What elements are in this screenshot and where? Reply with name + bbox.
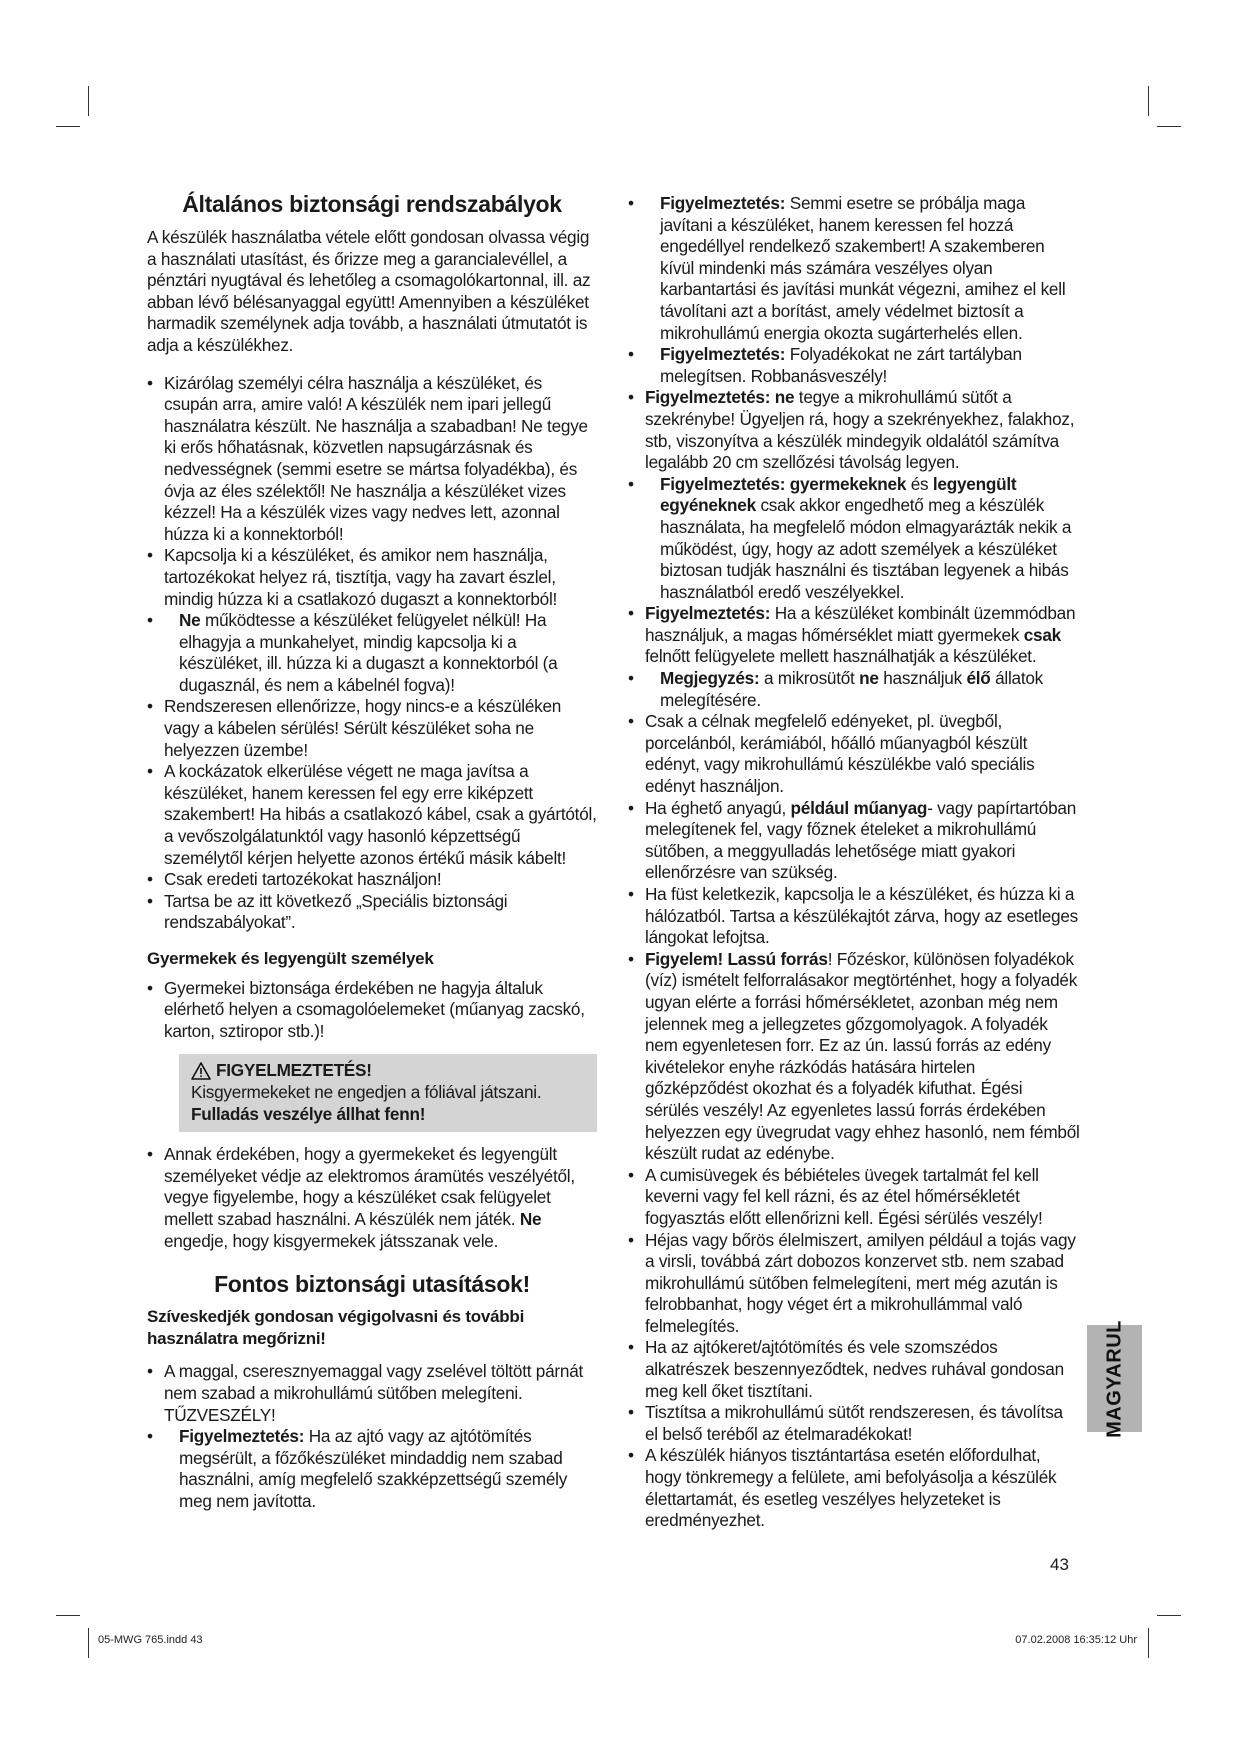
warning-box [179, 1054, 597, 1132]
list-item: • Ha éghető anyagú, például műanyag- vagy papírtartóban melegítenek fel, vagy főznek ételeket a mikrohullámú sütőben, a meggyulladás lehetősége miatt gyakori ellenőrzésre van szükség. [628, 798, 1080, 884]
list-item: • Kizárólag személyi célra használja a készüléket, és csupán arra, amire való! A készülék nem ipari jellegű használatra készült. Ne használja a szabadban! Ne tegye ki erős hőhatásnak, közvetlen napsugárzásnak és nedvességnek (semmi esetre se mártsa folyadékba), és óvja az éles szélektől! Ne használja a készüléket vizes kézzel! Ha a készülék vizes vagy nedves lett, azonnal húzza ki a konnektorból! [147, 373, 597, 546]
list-item: • A cumisüvegek és bébiételes üvegek tartalmát fel kell keverni vagy fel kell rázni, és az étel hőmérsékletét fogyasztás előtt ellenőrizni kell. Égési sérülés veszély! [628, 1165, 1080, 1230]
warning-triangle-icon [191, 1062, 211, 1080]
list-item: • Kapcsolja ki a készüléket, és amikor nem használja, tartozékokat helyez rá, tisztítja, vagy ha zavart észlel, mindig húzza ki a csatlakozó dugaszt a konnektorból! [147, 545, 597, 610]
list-item: • A készülék hiányos tisztántartása esetén előfordulhat, hogy tönkremegy a felülete, ami befolyásolja a készülék élettartamát, és esetleg veszélyes helyzeteket is eredményezhet. [628, 1445, 1080, 1531]
important-title: Fontos biztonsági utasítások! [214, 1271, 530, 1298]
intro-paragraph: A készülék használatba vétele előtt gondosan olvassa végig a használati utasítást, és őrizze meg a garancialevéllel, a pénztári nyugtával és lehetőleg a csomagolókartonnal, ill. az abban lévő bélésanyaggal együtt! Amennyiben a készüléket harmadik személynek adja tovább, a használati útmutatót is adja a készülékhez. [147, 227, 591, 355]
crop-mark [1148, 86, 1149, 116]
list-item: • Tartsa be az itt következő „Speciális biztonsági rendszabályokat”. [147, 891, 597, 934]
warning-title: FIGYELMEZTETÉS! [191, 1060, 587, 1082]
list-item: • Figyelmeztetés: Folyadékokat ne zárt tartályban melegítsen. Robbanásveszély! [628, 344, 1080, 387]
list-item: • A maggal, cseresznyemaggal vagy zselével töltött párnát nem szabad a mikrohullámú sütőben melegíteni. TŰZVESZÉLY! [147, 1361, 597, 1426]
important-list [147, 1361, 597, 1512]
list-item: • Rendszeresen ellenőrizze, hogy nincs-e a készüléken vagy a kábelen sérülés! Sérült készüléket soha ne helyezzen üzembe! [147, 696, 597, 761]
crop-mark [1157, 126, 1181, 127]
general-safety-list [147, 373, 597, 934]
list-item: • Megjegyzés: a mikrosütőt ne használjuk élő állatok melegítésére. [628, 668, 1080, 711]
crop-mark [88, 1628, 89, 1658]
section-title: Általános biztonsági rendszabályok [182, 191, 562, 217]
list-item: • Figyelmeztetés: Ha a készüléket kombinált üzemmódban használjuk, a magas hőmérséklet miatt gyermekek csak felnőtt felügyelete mellett használhatják a készüléket. [628, 603, 1080, 668]
list-item: • Héjas vagy bőrös élelmiszert, amilyen például a tojás vagy a virsli, továbbá zárt dobozos konzervet stb. nem szabad mikrohullámú sütőben felmelegíteni, mert még azután is felrobbanhat, hogy véget ért a mikrohullámmal való felmelegítés. [628, 1230, 1080, 1338]
kids-heading: Gyermekek és legyengült személyek [147, 949, 434, 968]
left-column [147, 190, 597, 1526]
important-subtitle: Szíveskedjék gondosan végigolvasni és további használatra megőrizni! [147, 1307, 525, 1348]
crop-mark [56, 1615, 80, 1616]
kids-list [147, 978, 597, 1043]
list-item: • Gyermekei biztonsága érdekében ne hagyja általuk elérhető helyen a csomagolóelemeket (műanyag zacskó, karton, sztiropor stb.)! [147, 978, 597, 1043]
list-item: • Figyelmeztetés: ne tegye a mikrohullámú sütőt a szekrénybe! Ügyeljen rá, hogy a szekrényekhez, falakhoz, stb, viszonyítva a készülék mindegyik oldalától számítva legalább 20 cm szellőzési távolság legyen. [628, 387, 1080, 473]
right-column [628, 193, 1080, 1546]
list-item: • A kockázatok elkerülése végett ne maga javítsa a készüléket, hanem keressen fel egy erre kiképzett szakembert! Ha hibás a csatlakozó kábel, csak a gyártótól, a vevőszolgálatunktól vagy hasonló képzettségű személytől kérjen helyette azonos értékű másik kábelt! [147, 761, 597, 869]
kids-list-2 [147, 1144, 597, 1252]
list-item: • Csak eredeti tartozékokat használjon! [147, 869, 597, 891]
crop-mark [56, 126, 80, 127]
page-number: 43 [1050, 1555, 1069, 1574]
language-tab-label: MAGYARUL [1103, 1319, 1125, 1438]
list-item: • Ha az ajtókeret/ajtótömítés és vele szomszédos alkatrészek beszennyeződtek, nedves ruhával gondosan meg kell őket tisztítani. [628, 1337, 1080, 1402]
footer-file: 05-MWG 765.indd 43 [98, 1634, 203, 1646]
list-item: • Csak a célnak megfelelő edényeket, pl. üvegből, porcelánból, kerámiából, hőálló műanyagból készült edényt, vagy mikrohullámú készülékbe való speciális edényt használjon. [628, 711, 1080, 797]
list-item: • Figyelem! Lassú forrás! Főzéskor, különösen folyadékok (víz) ismételt felforralásakor megtörténhet, hogy a folyadék ugyan elérte a forrási hőmérsékletet, azonban még nem jelennek meg a jellegzetes gőzgomolyagok. A folyadék nem egyenletesen forr. Ez az ún. lassú forrás az edény kivételekor enyhe rázkódás hatására hirtelen gőzképződést okozhat és a folyadék kifuthat. Égési sérülés veszély! Az egyenletes lassú forrás érdekében helyezzen egy üvegrudat vagy ehhez hasonló, nem fémből készült rudat az edénybe. [628, 949, 1080, 1165]
list-item: • Tisztítsa a mikrohullámú sütőt rendszeresen, és távolítsa el belső teréből az ételmaradékokat! [628, 1402, 1080, 1445]
list-item: • Ne működtesse a készüléket felügyelet nélkül! Ha elhagyja a munkahelyet, mindig kapcsolja ki a készüléket, ill. húzza ki a dugaszt a konnektorból (a dugasznál, és nem a kábelnél fogva)! [147, 610, 597, 696]
list-item: • Ha füst keletkezik, kapcsolja le a készüléket, és húzza ki a hálózatból. Tartsa a készülékajtót zárva, hogy az esetleges lángokat lefojtsa. [628, 884, 1080, 949]
list-item: • Annak érdekében, hogy a gyermekeket és legyengült személyeket védje az elektromos áramütés veszélyétől, vegye figyelembe, hogy a készüléket csak felügyelet mellett szabad használni. A készülék nem játék. Ne engedje, hogy kisgyermekek játsszanak vele. [147, 1144, 597, 1252]
list-item: • Figyelmeztetés: Ha az ajtó vagy az ajtótömítés megsérült, a főzőkészüléket mindaddig nem szabad használni, amíg megfelelő szakképzettségű személy meg nem javította. [147, 1426, 597, 1512]
list-item: • Figyelmeztetés: gyermekeknek és legyengült egyéneknek csak akkor engedhető meg a készülék használata, ha megfelelő módon elmagyarázták nekik a működést, úgy, hogy az adott személyek a készüléket biztosan tudják használni és tisztában legyenek a hibás használatból eredő veszélyekkel. [628, 474, 1080, 604]
warnings-list [628, 193, 1080, 1532]
language-tab [1087, 1319, 1142, 1438]
warning-text: Kisgyermekeket ne engedjen a fóliával játszani. Fulladás veszélye állhat fenn! [191, 1081, 542, 1124]
list-item: • Figyelmeztetés: Semmi esetre se próbálja maga javítani a készüléket, hanem keressen fel hozzá engedéllyel rendelkező szakembert! A szakemberen kívül mindenki más számára veszélyes olyan karbantartási és javítási munkát végezni, amihez el kell távolítani azt a borítást, amely védelmet biztosít a mikrohullámú energia okozta sugárterhelés ellen. [628, 193, 1080, 344]
crop-mark [1157, 1615, 1181, 1616]
footer-date: 07.02.2008 16:35:12 Uhr [1015, 1634, 1137, 1646]
crop-mark [88, 86, 89, 116]
crop-mark [1148, 1628, 1149, 1658]
